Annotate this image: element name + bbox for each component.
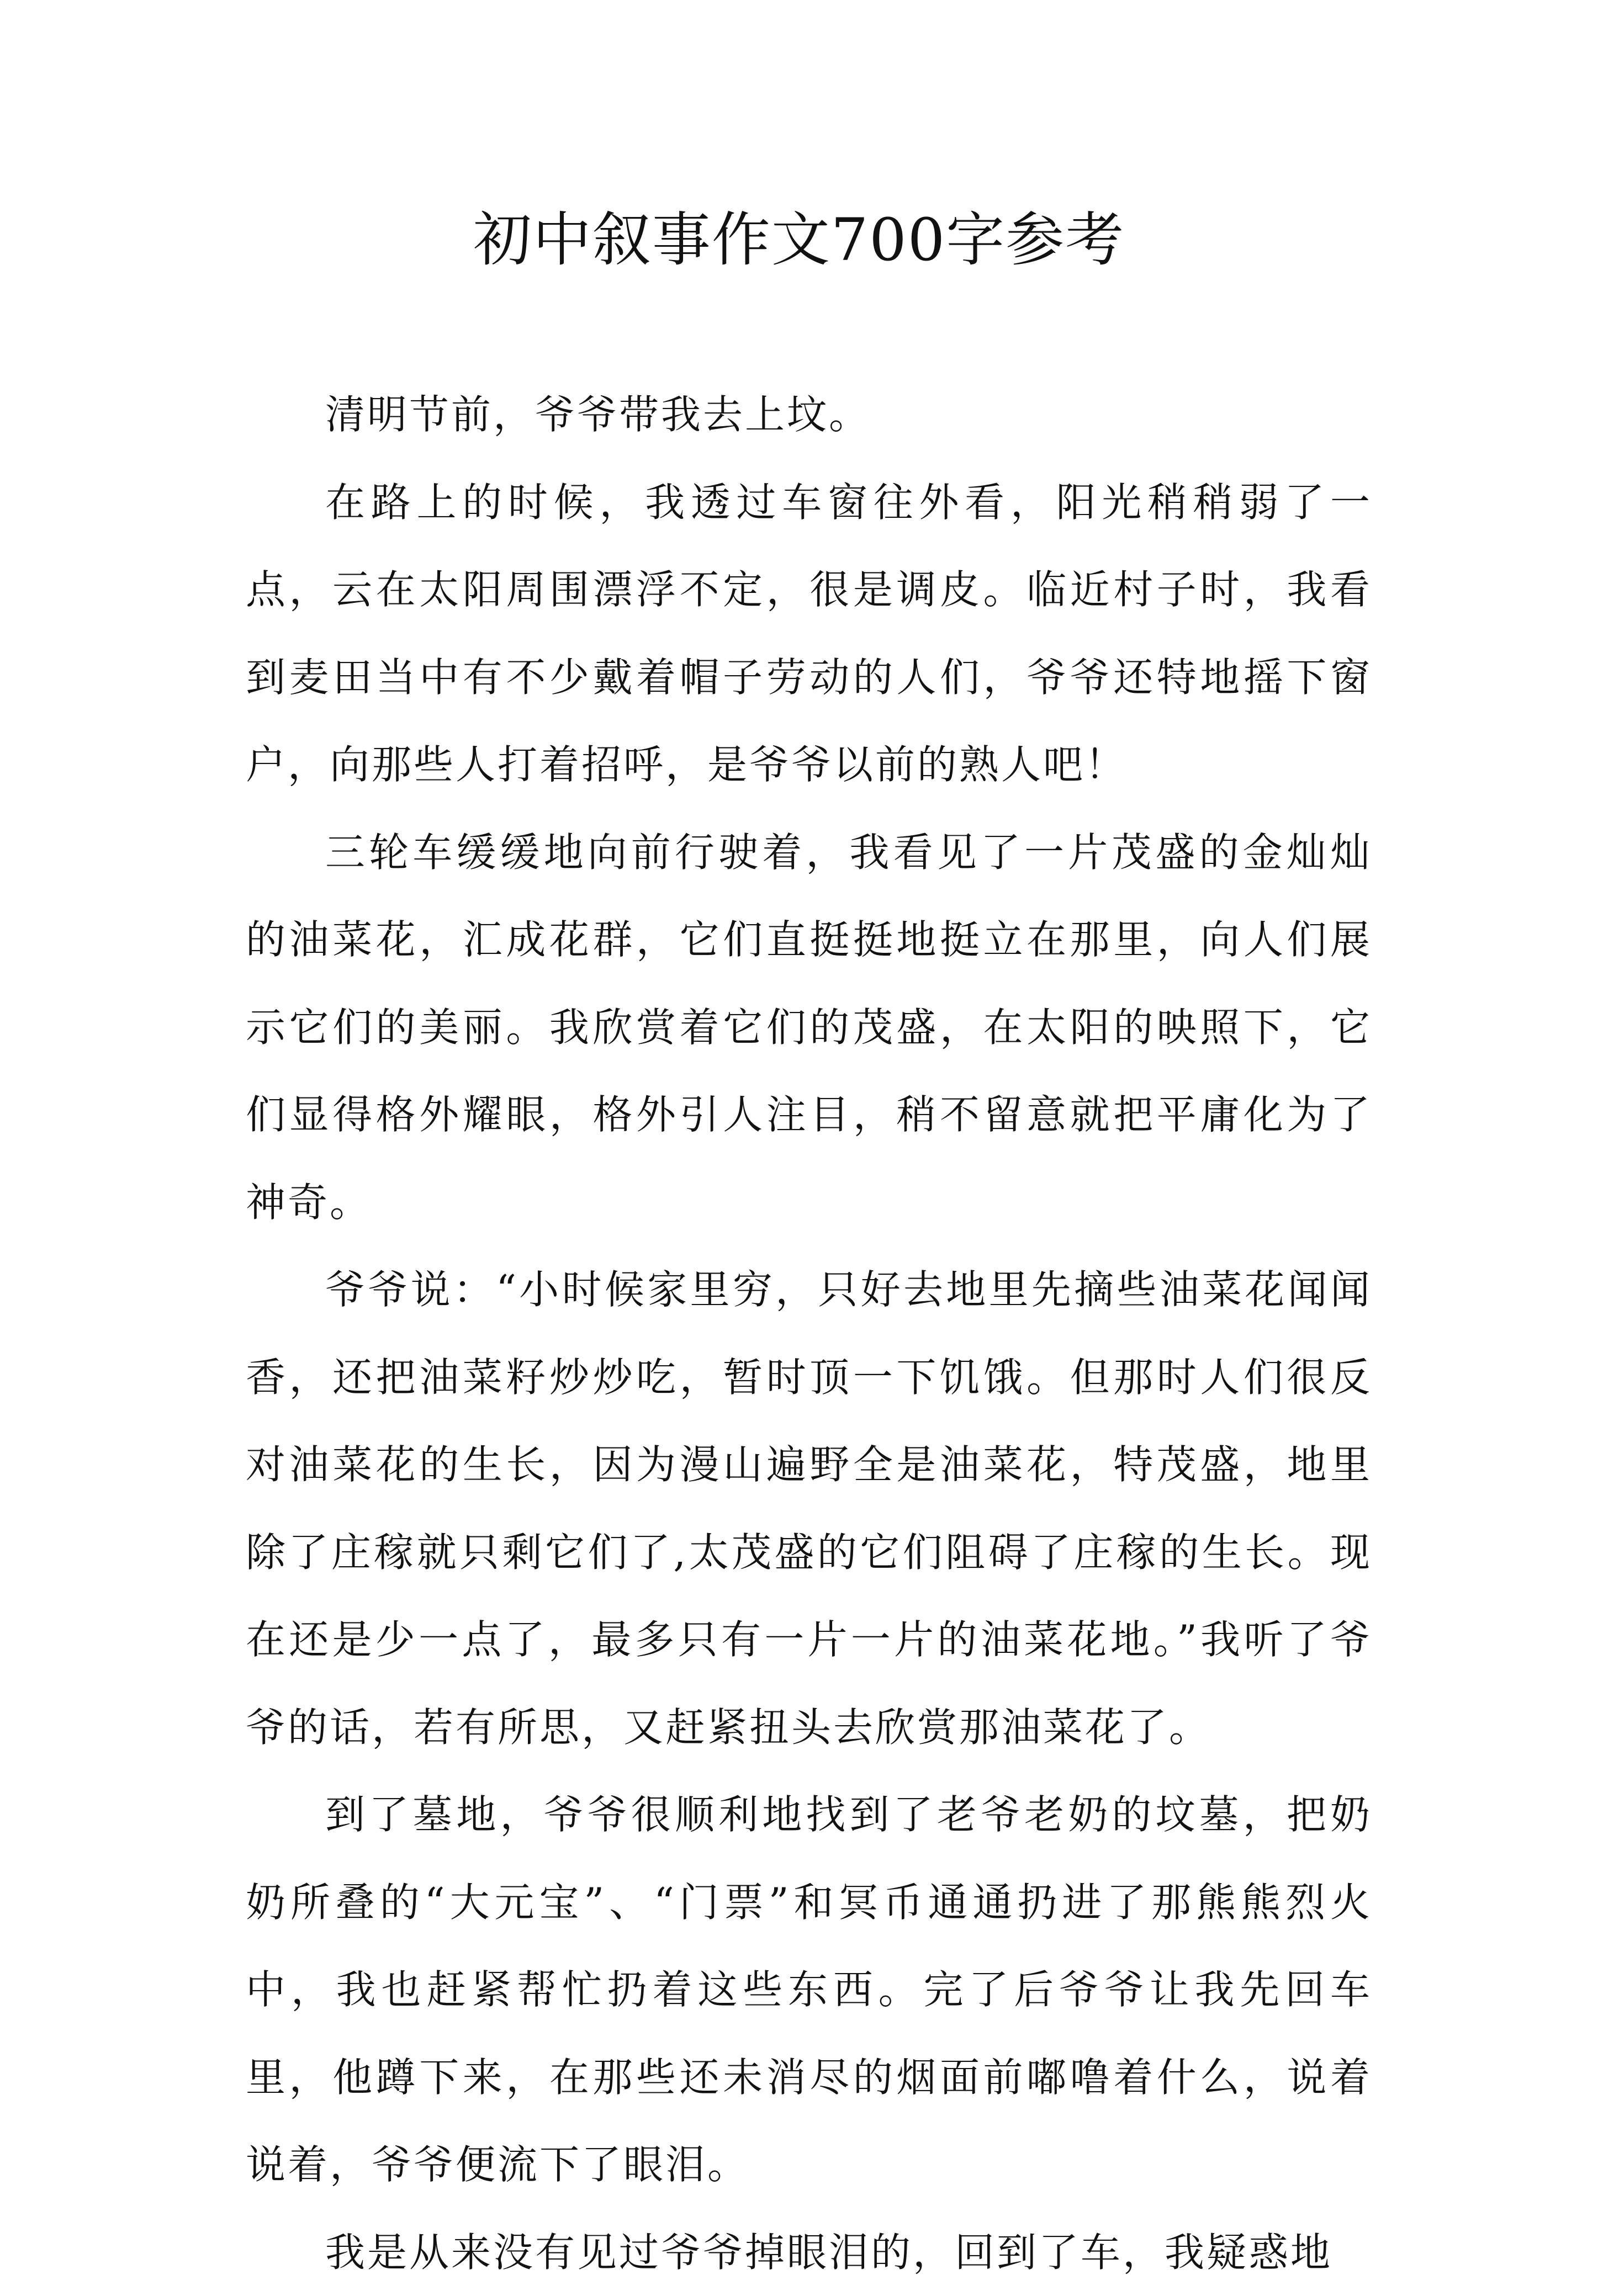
paragraph: 在路上的时候，我透过车窗往外看，阳光稍稍弱了一点，云在太阳周围漂浮不定，很是调皮。临近村子时，我看到麦田当中有不少戴着帽子劳动的人们，爷爷还特地摇下窗户，向那些人打着招呼，是爷爷以前的熟人吧！ [246, 459, 1372, 809]
document-body [246, 371, 1372, 2296]
document-title: 初中叙事作文700字参考 [0, 204, 1598, 276]
paragraph: 爷爷说：“小时候家里穷，只好去地里先摘些油菜花闻闻香，还把油菜籽炒炒吃，暂时顶一下饥饿。但那时人们很反对油菜花的生长，因为漫山遍野全是油菜花，特茂盛，地里除了庄稼就只剩它们了,太茂盛的它们阻碍了庄稼的生长。现在还是少一点了，最多只有一片一片的油菜花地。”我听了爷爷的话，若有所思，又赶紧扭头去欣赏那油菜花了。 [246, 1246, 1372, 1771]
paragraph: 到了墓地，爷爷很顺利地找到了老爷老奶的坟墓，把奶奶所叠的“大元宝”、“门票”和冥币通通扔进了那熊熊烈火中，我也赶紧帮忙扔着这些东西。完了后爷爷让我先回车里，他蹲下来，在那些还未消尽的烟面前嘟噜着什么，说着说着，爷爷便流下了眼泪。 [246, 1771, 1372, 2209]
paragraph: 我是从来没有见过爷爷掉眼泪的，回到了车，我疑惑地 [246, 2209, 1372, 2296]
paragraph: 清明节前，爷爷带我去上坟。 [246, 371, 1372, 459]
paragraph: 三轮车缓缓地向前行驶着，我看见了一片茂盛的金灿灿的油菜花，汇成花群，它们直挺挺地挺立在那里，向人们展示它们的美丽。我欣赏着它们的茂盛，在太阳的映照下，它们显得格外耀眼，格外引人注目，稍不留意就把平庸化为了神奇。 [246, 809, 1372, 1247]
